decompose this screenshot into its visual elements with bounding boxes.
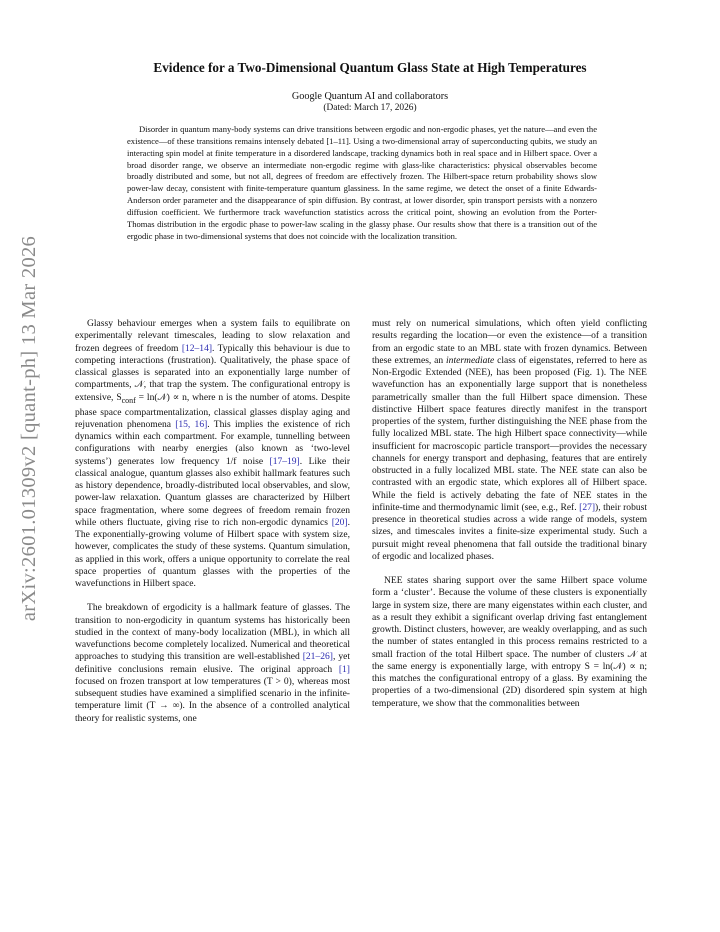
abstract-text: Disorder in quantum many-body systems can drive transitions between ergodic and non-ergodic phases, yet the nature—and even the existence—of these transitions remains intensely debated [1–11]. Using a two-dimensional array of superconducting qubits, we study an interacting spin model at finite temperature in a disordered landscape, tracking dynamics both in real space and in Hilbert space. Over a broad disorder range, we observe an intermediate non-ergodic regime with glass-like characteristics: physical observables become broadly distributed and some, but not all, degrees of freedom are effectively frozen. The Hilbert-space return probability shows slow power-law decay, consistent with finite-temperature quantum glassiness. In the same regime, we detect the onset of a finite Edwards-Anderson order parameter and the disappearance of spin diffusion. By contrast, at lower disorder, spin transport persists with a nonzero diffusion coefficient. We furthermore track wavefunction statistics across the critical point, showing an evolution from the Porter-Thomas distribution in the ergodic phase to power-law scaling in the glassy phase. Our results show that there is a transition out of the ergodic phase in two-dimensional systems that does not coincide with the localization transition. xyxy=(127,124,597,241)
body-paragraph: must rely on numerical simulations, which often yield conflicting results regarding the location—or even the existence—of a transition from an ergodic state to an MBL state with frozen dynamics. Between these extremes, an intermediate class of eigenstates, referred to here as Non-Ergodic Extended (NEE), has been proposed (Fig. 1). The NEE wavefunction has an exponentially large support that is nonetheless parametrically smaller than the full Hilbert space dimension. These distinctive Hilbert space features directly manifest in the transport properties of the system, further distinguishing the NEE phase from the fully localized MBL state. The high Hilbert space connectivity—while insufficient for macroscopic particle transport—provides the necessary channels for energy transport and dephasing, features that are entirely obstructed in a fully localized MBL state. The NEE state can also be contrasted with an ergodic state, which explores all of Hilbert space. While the field is actively debating the fate of NEE states in the infinite-time and thermodynamic limit (see, e.g., Ref. [27]), their robust presence in theoretical studies across a wide range of models, system sizes, and timescales invites a finite-size experimental study. Such a pursuit might reveal phenomena that fall outside the traditional binary of ergodic and localized phases. xyxy=(372,318,647,562)
citation-link[interactable]: [12–14] xyxy=(181,342,213,354)
citation-link[interactable]: [27] xyxy=(579,501,596,513)
arxiv-side-stamp xyxy=(8,216,52,640)
body-paragraph: NEE states sharing support over the same Hilbert space volume form a ‘cluster’. Because the volume of these clusters is exponentially large in system size, there are many eigenstates within each cluster, and as a result they exhibit a significant overlap driving fast entanglement growth. Distinct clusters, however, are weakly overlapping, and as such the number of states entangled in this process remains restricted to a small fraction of the total Hilbert space. The number of clusters 𝒩 at the same energy is exponentially large, with entropy S = ln(𝒩) ∝ n; this matches the configurational entropy of a glass. By examining the properties of a two-dimensional (2D) disordered spin system at high temperature, we show that the commonalities between xyxy=(372,575,647,709)
paper-date: (Dated: March 17, 2026) xyxy=(323,103,417,113)
citation-link[interactable]: [20] xyxy=(331,516,348,528)
citation-link[interactable]: [21–26] xyxy=(302,651,333,663)
left-column xyxy=(75,318,350,725)
paper-authors: Google Quantum AI and collaborators xyxy=(291,91,449,102)
paper-title: Evidence for a Two-Dimensional Quantum Glass State at High Temperatures xyxy=(153,60,587,75)
right-column xyxy=(372,318,647,710)
body-paragraph: Glassy behaviour emerges when a system fails to equilibrate on experimentally relevant timescales, leading to slow relaxation and frozen degrees of freedom [12–14]. Typically this behaviour is due to competing interactions (frustration). Qualitatively, the phase space of classical glasses is separated into an exponentially large number of compartments, 𝒩, that trap the system. The configurational entropy is extensive, $S_{conf}$ = ln(𝒩) ∝ n, where n is the number of atoms. Despite phase space compartmentalization, classical glasses display aging and rejuvenation phenomena [15, 16]. This implies the existence of rich dynamics within each compartment. For example, tunnelling between configurations with nearby energies (also known as ‘two-level systems’) generates low frequency 1/f noise [17–19]. Like their classical analogue, quantum glasses also exhibit hallmark features such as history dependence, broadly-distributed local observables, and slow, power-law relaxation. Quantum glasses are characterized by Hilbert space fragmentation, where some degrees of freedom remain frozen while others fluctuate, giving rise to rich non-ergodic dynamics [20]. The exponentially-growing volume of Hilbert space with system size, however, complicates the study of these systems. Quantum simulation, as applied in this work, offers a unique opportunity to correlate the real space properties of quantum glasses with the properties of the wavefunctions in Hilbert space. xyxy=(75,318,351,590)
abstract xyxy=(127,124,597,242)
body-paragraph: The breakdown of ergodicity is a hallmark feature of glasses. The transition to non-ergodicity in quantum systems has historically been studied in the context of many-body localization (MBL), in which all wavefunctions become completely localized. Numerical and theoretical approaches to studying this transition are well-established [21–26], yet definitive conclusions remain elusive. The original approach [1] focused on frozen transport at low temperatures (T > 0), whereas most subsequent studies have examined a simplified scenario in the infinite-temperature limit (T → ∞). In the absence of a controlled analytical theory for realistic systems, one xyxy=(75,602,350,724)
arxiv-identifier: arXiv:2601.01309v2 [quant-ph] 13 Mar 2026 xyxy=(18,235,41,621)
citation-link[interactable]: [17–19] xyxy=(269,455,300,467)
citation-link[interactable]: [15, 16] xyxy=(175,418,208,430)
citation-link[interactable]: [1] xyxy=(338,663,350,675)
